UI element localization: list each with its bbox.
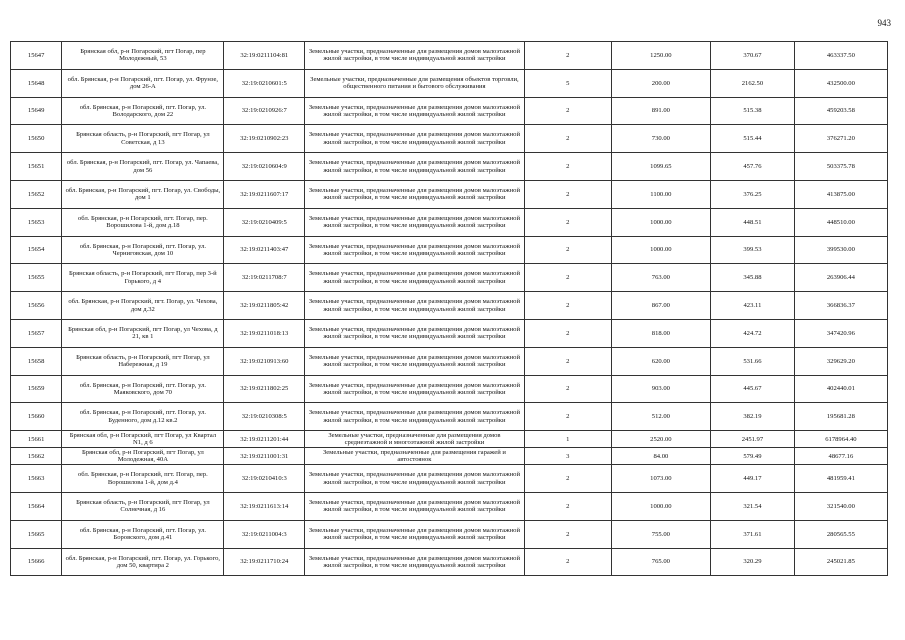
cell-permitted-use: Земельные участки, предназначенные для размещения домов малоэтажной жилой застройки, в том числе индивидуальной жилой застройки <box>305 347 525 375</box>
cell-specific-value: 449.17 <box>711 465 795 493</box>
cell-cadastral-value: 347420.96 <box>794 319 887 347</box>
cell-cadastral-number: 32:19:0210913:60 <box>224 347 305 375</box>
cell-cadastral-number: 32:19:0210601:5 <box>224 69 305 97</box>
cell-area: 891.00 <box>611 97 710 125</box>
cell-permitted-use: Земельные участки, предназначенные для размещения домов малоэтажной жилой застройки, в том числе индивидуальной жилой застройки <box>305 264 525 292</box>
cell-area: 1000.00 <box>611 236 710 264</box>
cell-area: 2520.00 <box>611 431 710 448</box>
cell-category: 2 <box>524 208 611 236</box>
cell-address: обл. Брянская, р-н Погарский, пгт. Погар, ул. Чапаева, дом 56 <box>62 153 224 181</box>
cell-area: 84.00 <box>611 448 710 465</box>
cell-cadastral-number: 32:19:0211001:31 <box>224 448 305 465</box>
cell-permitted-use: Земельные участки, предназначенные для размещения домов малоэтажной жилой застройки, в том числе индивидуальной жилой застройки <box>305 465 525 493</box>
cell-area: 730.00 <box>611 125 710 153</box>
cell-address: обл. Брянская, р-н Погарский, пгт. Погар, ул. Буденного, дом д.12 кв.2 <box>62 403 224 431</box>
cell-permitted-use: Земельные участки, предназначенные для размещения домов малоэтажной жилой застройки, в том числе индивидуальной жилой застройки <box>305 375 525 403</box>
table-row <box>11 292 888 320</box>
cell-address: обл. Брянская, р-н Погарский, пгт. Погар, пер. Ворошилова 1-й, дом д.18 <box>62 208 224 236</box>
table-row <box>11 125 888 153</box>
cell-permitted-use: Земельные участки, предназначенные для размещения домов малоэтажной жилой застройки, в том числе индивидуальной жилой застройки <box>305 492 525 520</box>
cell-address: Брянская обл, р-н Погарский, пгт Погар, пер Молодежный, 53 <box>62 42 224 70</box>
cell-cadastral-number: 32:19:0210410:3 <box>224 465 305 493</box>
cell-cadastral-value: 463337.50 <box>794 42 887 70</box>
cell-id: 15658 <box>11 347 62 375</box>
cell-address: обл. Брянская, р-н Погарский, пгт. Погар, ул. Свободы, дом 1 <box>62 180 224 208</box>
cell-area: 903.00 <box>611 375 710 403</box>
table-row <box>11 448 888 465</box>
cell-cadastral-value: 503375.78 <box>794 153 887 181</box>
table-row <box>11 153 888 181</box>
cell-id: 15666 <box>11 548 62 576</box>
cell-cadastral-value: 280565.55 <box>794 520 887 548</box>
table-row <box>11 431 888 448</box>
cell-specific-value: 370.67 <box>711 42 795 70</box>
cell-permitted-use: Земельные участки, предназначенные для размещения домов малоэтажной жилой застройки, в том числе индивидуальной жилой застройки <box>305 125 525 153</box>
cell-category: 2 <box>524 548 611 576</box>
cell-specific-value: 424.72 <box>711 319 795 347</box>
cell-area: 765.00 <box>611 548 710 576</box>
cell-permitted-use: Земельные участки, предназначенные для размещения домов малоэтажной жилой застройки, в том числе индивидуальной жилой застройки <box>305 548 525 576</box>
cell-category: 2 <box>524 153 611 181</box>
cell-permitted-use: Земельные участки, предназначенные для размещения домов среднеэтажной и многоэтажной жилой застройки <box>305 431 525 448</box>
table-row <box>11 42 888 70</box>
cell-cadastral-number: 32:19:0210926:7 <box>224 97 305 125</box>
cell-cadastral-number: 32:19:0211710:24 <box>224 548 305 576</box>
cell-area: 763.00 <box>611 264 710 292</box>
cell-cadastral-number: 32:19:0211708:7 <box>224 264 305 292</box>
cell-id: 15648 <box>11 69 62 97</box>
cell-address: обл. Брянская, р-н Погарский, пгт. Погар, ул. Черниговская, дом 10 <box>62 236 224 264</box>
table-row <box>11 375 888 403</box>
cell-address: обл. Брянская, р-н Погарский, пгт. Погар, ул. Боровского, дом д.41 <box>62 520 224 548</box>
cell-cadastral-number: 32:19:0211802:25 <box>224 375 305 403</box>
cell-id: 15655 <box>11 264 62 292</box>
cell-category: 2 <box>524 375 611 403</box>
cell-address: обл. Брянская, р-н Погарский, пгт. Погар, ул. Горького, дом 50, квартира 2 <box>62 548 224 576</box>
cell-id: 15651 <box>11 153 62 181</box>
cell-category: 2 <box>524 403 611 431</box>
cell-permitted-use: Земельные участки, предназначенные для размещения домов малоэтажной жилой застройки, в том числе индивидуальной жилой застройки <box>305 42 525 70</box>
cell-category: 2 <box>524 292 611 320</box>
cell-category: 2 <box>524 42 611 70</box>
cell-category: 2 <box>524 264 611 292</box>
cell-cadastral-value: 399530.00 <box>794 236 887 264</box>
cell-area: 818.00 <box>611 319 710 347</box>
cell-specific-value: 382.19 <box>711 403 795 431</box>
cell-category: 5 <box>524 69 611 97</box>
cell-permitted-use: Земельные участки, предназначенные для размещения домов малоэтажной жилой застройки, в том числе индивидуальной жилой застройки <box>305 208 525 236</box>
cell-permitted-use: Земельные участки, предназначенные для размещения домов малоэтажной жилой застройки, в том числе индивидуальной жилой застройки <box>305 236 525 264</box>
cell-id: 15660 <box>11 403 62 431</box>
cell-specific-value: 515.38 <box>711 97 795 125</box>
cell-category: 2 <box>524 180 611 208</box>
cell-specific-value: 423.11 <box>711 292 795 320</box>
cell-area: 1100.00 <box>611 180 710 208</box>
cell-category: 2 <box>524 347 611 375</box>
cell-specific-value: 579.49 <box>711 448 795 465</box>
cell-specific-value: 2451.97 <box>711 431 795 448</box>
cell-cadastral-value: 448510.00 <box>794 208 887 236</box>
cell-cadastral-number: 32:19:0210409:5 <box>224 208 305 236</box>
cell-permitted-use: Земельные участки, предназначенные для размещения домов малоэтажной жилой застройки, в том числе индивидуальной жилой застройки <box>305 153 525 181</box>
table-row <box>11 236 888 264</box>
cell-address: Брянская обл, р-н Погарский, пгт Погар, ул Чехова, д 21, кв 1 <box>62 319 224 347</box>
cell-category: 3 <box>524 448 611 465</box>
cell-address: обл. Брянская, р-н Погарский, пгт. Погар, пер. Ворошилова 1-й, дом д.4 <box>62 465 224 493</box>
cell-specific-value: 448.51 <box>711 208 795 236</box>
table-row <box>11 347 888 375</box>
cell-area: 1000.00 <box>611 492 710 520</box>
cell-cadastral-number: 32:19:0211004:3 <box>224 520 305 548</box>
cell-cadastral-value: 366836.37 <box>794 292 887 320</box>
cell-address: обл. Брянская, р-н Погарский, пгт. Погар, ул. Володарского, дом 22 <box>62 97 224 125</box>
cell-cadastral-number: 32:19:0211104:81 <box>224 42 305 70</box>
cell-cadastral-value: 376271.20 <box>794 125 887 153</box>
cell-cadastral-number: 32:19:0211201:44 <box>224 431 305 448</box>
cell-id: 15662 <box>11 448 62 465</box>
cell-cadastral-value: 402440.01 <box>794 375 887 403</box>
cell-id: 15650 <box>11 125 62 153</box>
cell-address: Брянская область, р-н Погарский, пгт Погар, ул Солнечная, д 16 <box>62 492 224 520</box>
cell-permitted-use: Земельные участки, предназначенные для размещения домов малоэтажной жилой застройки, в том числе индивидуальной жилой застройки <box>305 292 525 320</box>
cell-category: 2 <box>524 465 611 493</box>
cell-specific-value: 515.44 <box>711 125 795 153</box>
cell-category: 2 <box>524 319 611 347</box>
cell-permitted-use: Земельные участки, предназначенные для размещения домов малоэтажной жилой застройки, в том числе индивидуальной жилой застройки <box>305 520 525 548</box>
cell-address: обл. Брянская, р-н Погарский, пгт. Погар, ул. Чехова, дом д.32 <box>62 292 224 320</box>
cell-specific-value: 2162.50 <box>711 69 795 97</box>
cell-area: 1250.00 <box>611 42 710 70</box>
cell-specific-value: 371.61 <box>711 520 795 548</box>
table-body <box>11 42 888 576</box>
table-row <box>11 264 888 292</box>
table-row <box>11 403 888 431</box>
cell-id: 15653 <box>11 208 62 236</box>
cell-specific-value: 345.88 <box>711 264 795 292</box>
cell-address: Брянская область, р-н Погарский, пгт Погар, ул Советская, д 13 <box>62 125 224 153</box>
cell-specific-value: 320.29 <box>711 548 795 576</box>
cell-cadastral-value: 413875.00 <box>794 180 887 208</box>
cell-cadastral-number: 32:19:0211018:13 <box>224 319 305 347</box>
cell-id: 15654 <box>11 236 62 264</box>
cell-category: 2 <box>524 492 611 520</box>
cell-address: Брянская обл, р-н Погарский, пгт Погар, ул Молодежная, 40А <box>62 448 224 465</box>
cell-id: 15647 <box>11 42 62 70</box>
cell-address: Брянская область, р-н Погарский, пгт Погар, пер 3-й Горького, д 4 <box>62 264 224 292</box>
land-registry-table <box>10 41 888 576</box>
cell-cadastral-number: 32:19:0210604:9 <box>224 153 305 181</box>
cell-id: 15665 <box>11 520 62 548</box>
cell-category: 2 <box>524 236 611 264</box>
cell-cadastral-number: 32:19:0211805:42 <box>224 292 305 320</box>
table-row <box>11 520 888 548</box>
cell-category: 2 <box>524 97 611 125</box>
table-row <box>11 548 888 576</box>
cell-address: Брянская область, р-н Погарский, пгт Погар, ул Набережная, д 19 <box>62 347 224 375</box>
cell-id: 15663 <box>11 465 62 493</box>
cell-area: 620.00 <box>611 347 710 375</box>
cell-area: 755.00 <box>611 520 710 548</box>
cell-address: Брянская обл, р-н Погарский, пгт Погар, ул Квартал N1, д 6 <box>62 431 224 448</box>
cell-specific-value: 321.54 <box>711 492 795 520</box>
cell-permitted-use: Земельные участки, предназначенные для размещения объектов торговли, общественного питания и бытового обслуживания <box>305 69 525 97</box>
cell-cadastral-value: 481959.41 <box>794 465 887 493</box>
cell-cadastral-value: 195681.28 <box>794 403 887 431</box>
cell-id: 15664 <box>11 492 62 520</box>
cell-cadastral-value: 432500.00 <box>794 69 887 97</box>
cell-specific-value: 399.53 <box>711 236 795 264</box>
cell-area: 512.00 <box>611 403 710 431</box>
cell-area: 1000.00 <box>611 208 710 236</box>
cell-area: 1073.00 <box>611 465 710 493</box>
cell-specific-value: 376.25 <box>711 180 795 208</box>
cell-id: 15661 <box>11 431 62 448</box>
cell-id: 15649 <box>11 97 62 125</box>
cell-permitted-use: Земельные участки, предназначенные для размещения гаражей и автостоянок <box>305 448 525 465</box>
cell-cadastral-number: 32:19:0210308:5 <box>224 403 305 431</box>
cell-area: 867.00 <box>611 292 710 320</box>
table-row <box>11 319 888 347</box>
cell-cadastral-value: 263906.44 <box>794 264 887 292</box>
cell-category: 2 <box>524 125 611 153</box>
cell-category: 1 <box>524 431 611 448</box>
cell-cadastral-value: 245021.85 <box>794 548 887 576</box>
table-row <box>11 69 888 97</box>
cell-area: 200.00 <box>611 69 710 97</box>
table-row <box>11 465 888 493</box>
cell-id: 15656 <box>11 292 62 320</box>
cell-cadastral-value: 6178964.40 <box>794 431 887 448</box>
cell-address: обл. Брянская, р-н Погарский, пгт. Погар, ул. Фрунзе, дом 26-А <box>62 69 224 97</box>
cell-cadastral-value: 321540.00 <box>794 492 887 520</box>
cell-permitted-use: Земельные участки, предназначенные для размещения домов малоэтажной жилой застройки, в том числе индивидуальной жилой застройки <box>305 403 525 431</box>
cell-permitted-use: Земельные участки, предназначенные для размещения домов малоэтажной жилой застройки, в том числе индивидуальной жилой застройки <box>305 97 525 125</box>
cell-cadastral-number: 32:19:0211613:14 <box>224 492 305 520</box>
cell-permitted-use: Земельные участки, предназначенные для размещения домов малоэтажной жилой застройки, в том числе индивидуальной жилой застройки <box>305 319 525 347</box>
table-row <box>11 180 888 208</box>
cell-cadastral-number: 32:19:0210902:23 <box>224 125 305 153</box>
cell-cadastral-number: 32:19:0211403:47 <box>224 236 305 264</box>
cell-specific-value: 531.66 <box>711 347 795 375</box>
cell-id: 15657 <box>11 319 62 347</box>
cell-specific-value: 457.76 <box>711 153 795 181</box>
cell-specific-value: 445.67 <box>711 375 795 403</box>
cell-cadastral-value: 459203.58 <box>794 97 887 125</box>
cell-category: 2 <box>524 520 611 548</box>
cell-cadastral-value: 329629.20 <box>794 347 887 375</box>
page-number: 943 <box>877 18 891 28</box>
table-row <box>11 208 888 236</box>
table-row <box>11 492 888 520</box>
cell-cadastral-number: 32:19:0211607:17 <box>224 180 305 208</box>
cell-permitted-use: Земельные участки, предназначенные для размещения домов малоэтажной жилой застройки, в том числе индивидуальной жилой застройки <box>305 180 525 208</box>
cell-id: 15652 <box>11 180 62 208</box>
cell-area: 1099.65 <box>611 153 710 181</box>
cell-address: обл. Брянская, р-н Погарский, пгт. Погар, ул. Маяковского, дом 70 <box>62 375 224 403</box>
table-row <box>11 97 888 125</box>
cell-cadastral-value: 48677.16 <box>794 448 887 465</box>
cell-id: 15659 <box>11 375 62 403</box>
